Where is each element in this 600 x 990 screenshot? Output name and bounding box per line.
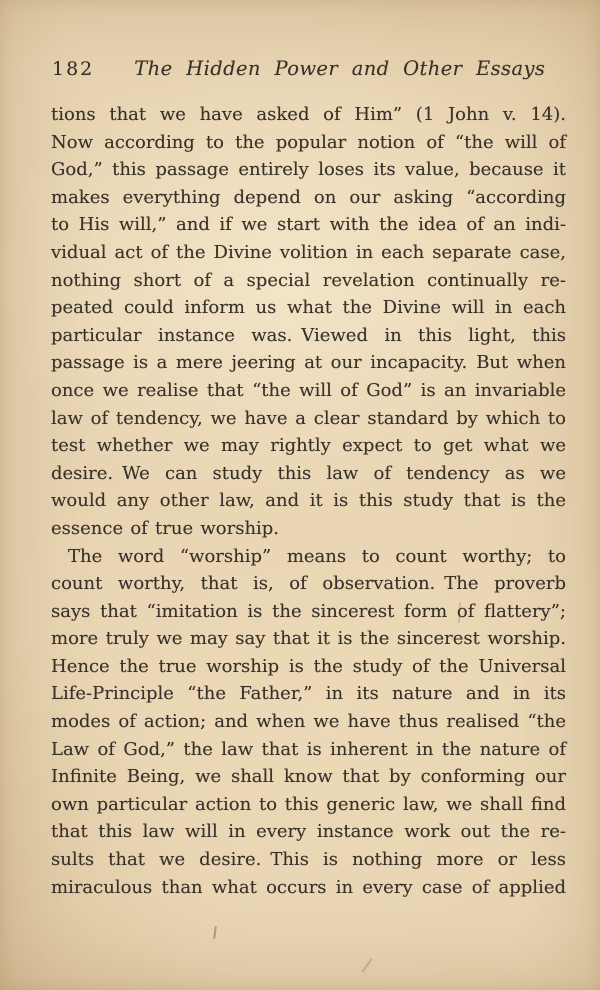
- text-line-28: sults that we desire. This is nothing more or less: [51, 849, 566, 871]
- page-header: [52, 57, 566, 80]
- text-line-25: Infinite Being, we shall know that by conforming our: [51, 766, 566, 788]
- text-line-12: law of tendency, we have a clear standard by which to: [51, 407, 566, 429]
- text-line-1: tions that we have asked of Him” (1 John v. 14).: [51, 104, 566, 125]
- text-line-22: Life-Principle “the Father,” in its nature and in its: [51, 683, 566, 705]
- text-line-10: passage is a mere jeering at our incapacity. But when: [51, 352, 566, 374]
- text-line-17: The word “worship” means to count worthy; to: [68, 545, 566, 567]
- text-line-5: to His will,” and if we start with the idea of an indi-: [51, 214, 566, 236]
- text-line-4: makes everything depend on our asking “according: [51, 186, 566, 208]
- text-line-11: once we realise that “the will of God” is an invariable: [51, 379, 566, 401]
- text-line-27: that this law will in every instance work out the re-: [51, 821, 566, 843]
- text-line-18: count worthy, that is, of observation. The proverb: [51, 573, 566, 595]
- text-line-13: test whether we may rightly expect to get what we: [51, 435, 566, 457]
- text-line-16: essence of true worship.: [51, 517, 280, 539]
- page-body: [51, 101, 566, 901]
- paper-fiber-mark: [361, 958, 372, 973]
- text-line-8: peated could inform us what the Divine will in each: [51, 297, 566, 319]
- text-line-9: particular instance was. Viewed in this light, this: [51, 324, 566, 346]
- running-title: The Hidden Power and Other Essays: [134, 57, 546, 80]
- text-line-2: Now according to the popular notion of “the will of: [51, 131, 566, 153]
- text-line-7: nothing short of a special revelation continually re-: [51, 269, 566, 291]
- text-line-26: own particular action to this generic law, we shall find: [51, 793, 566, 815]
- text-line-19: says that “imitation is the sincerest form of flattery”;: [51, 600, 566, 622]
- text-line-24: Law of God,” the law that is inherent in the nature of: [51, 738, 566, 760]
- text-line-29: miraculous than what occurs in every case of applied: [51, 876, 566, 898]
- text-line-21: Hence the true worship is the study of the Universal: [51, 655, 566, 677]
- paper-fiber-mark: [213, 926, 217, 939]
- text-line-6: vidual act of the Divine volition in each separate case,: [51, 241, 566, 263]
- text-line-14: desire. We can study this law of tendency as we: [51, 462, 566, 484]
- page-number: 182: [52, 58, 95, 80]
- text-line-3: God,” this passage entirely loses its value, because it: [51, 159, 566, 181]
- text-line-23: modes of action; and when we have thus realised “the: [51, 711, 566, 733]
- text-line-15: would any other law, and it is this study that is the: [51, 490, 566, 512]
- text-line-20: more truly we may say that it is the sincerest worship.: [51, 628, 566, 650]
